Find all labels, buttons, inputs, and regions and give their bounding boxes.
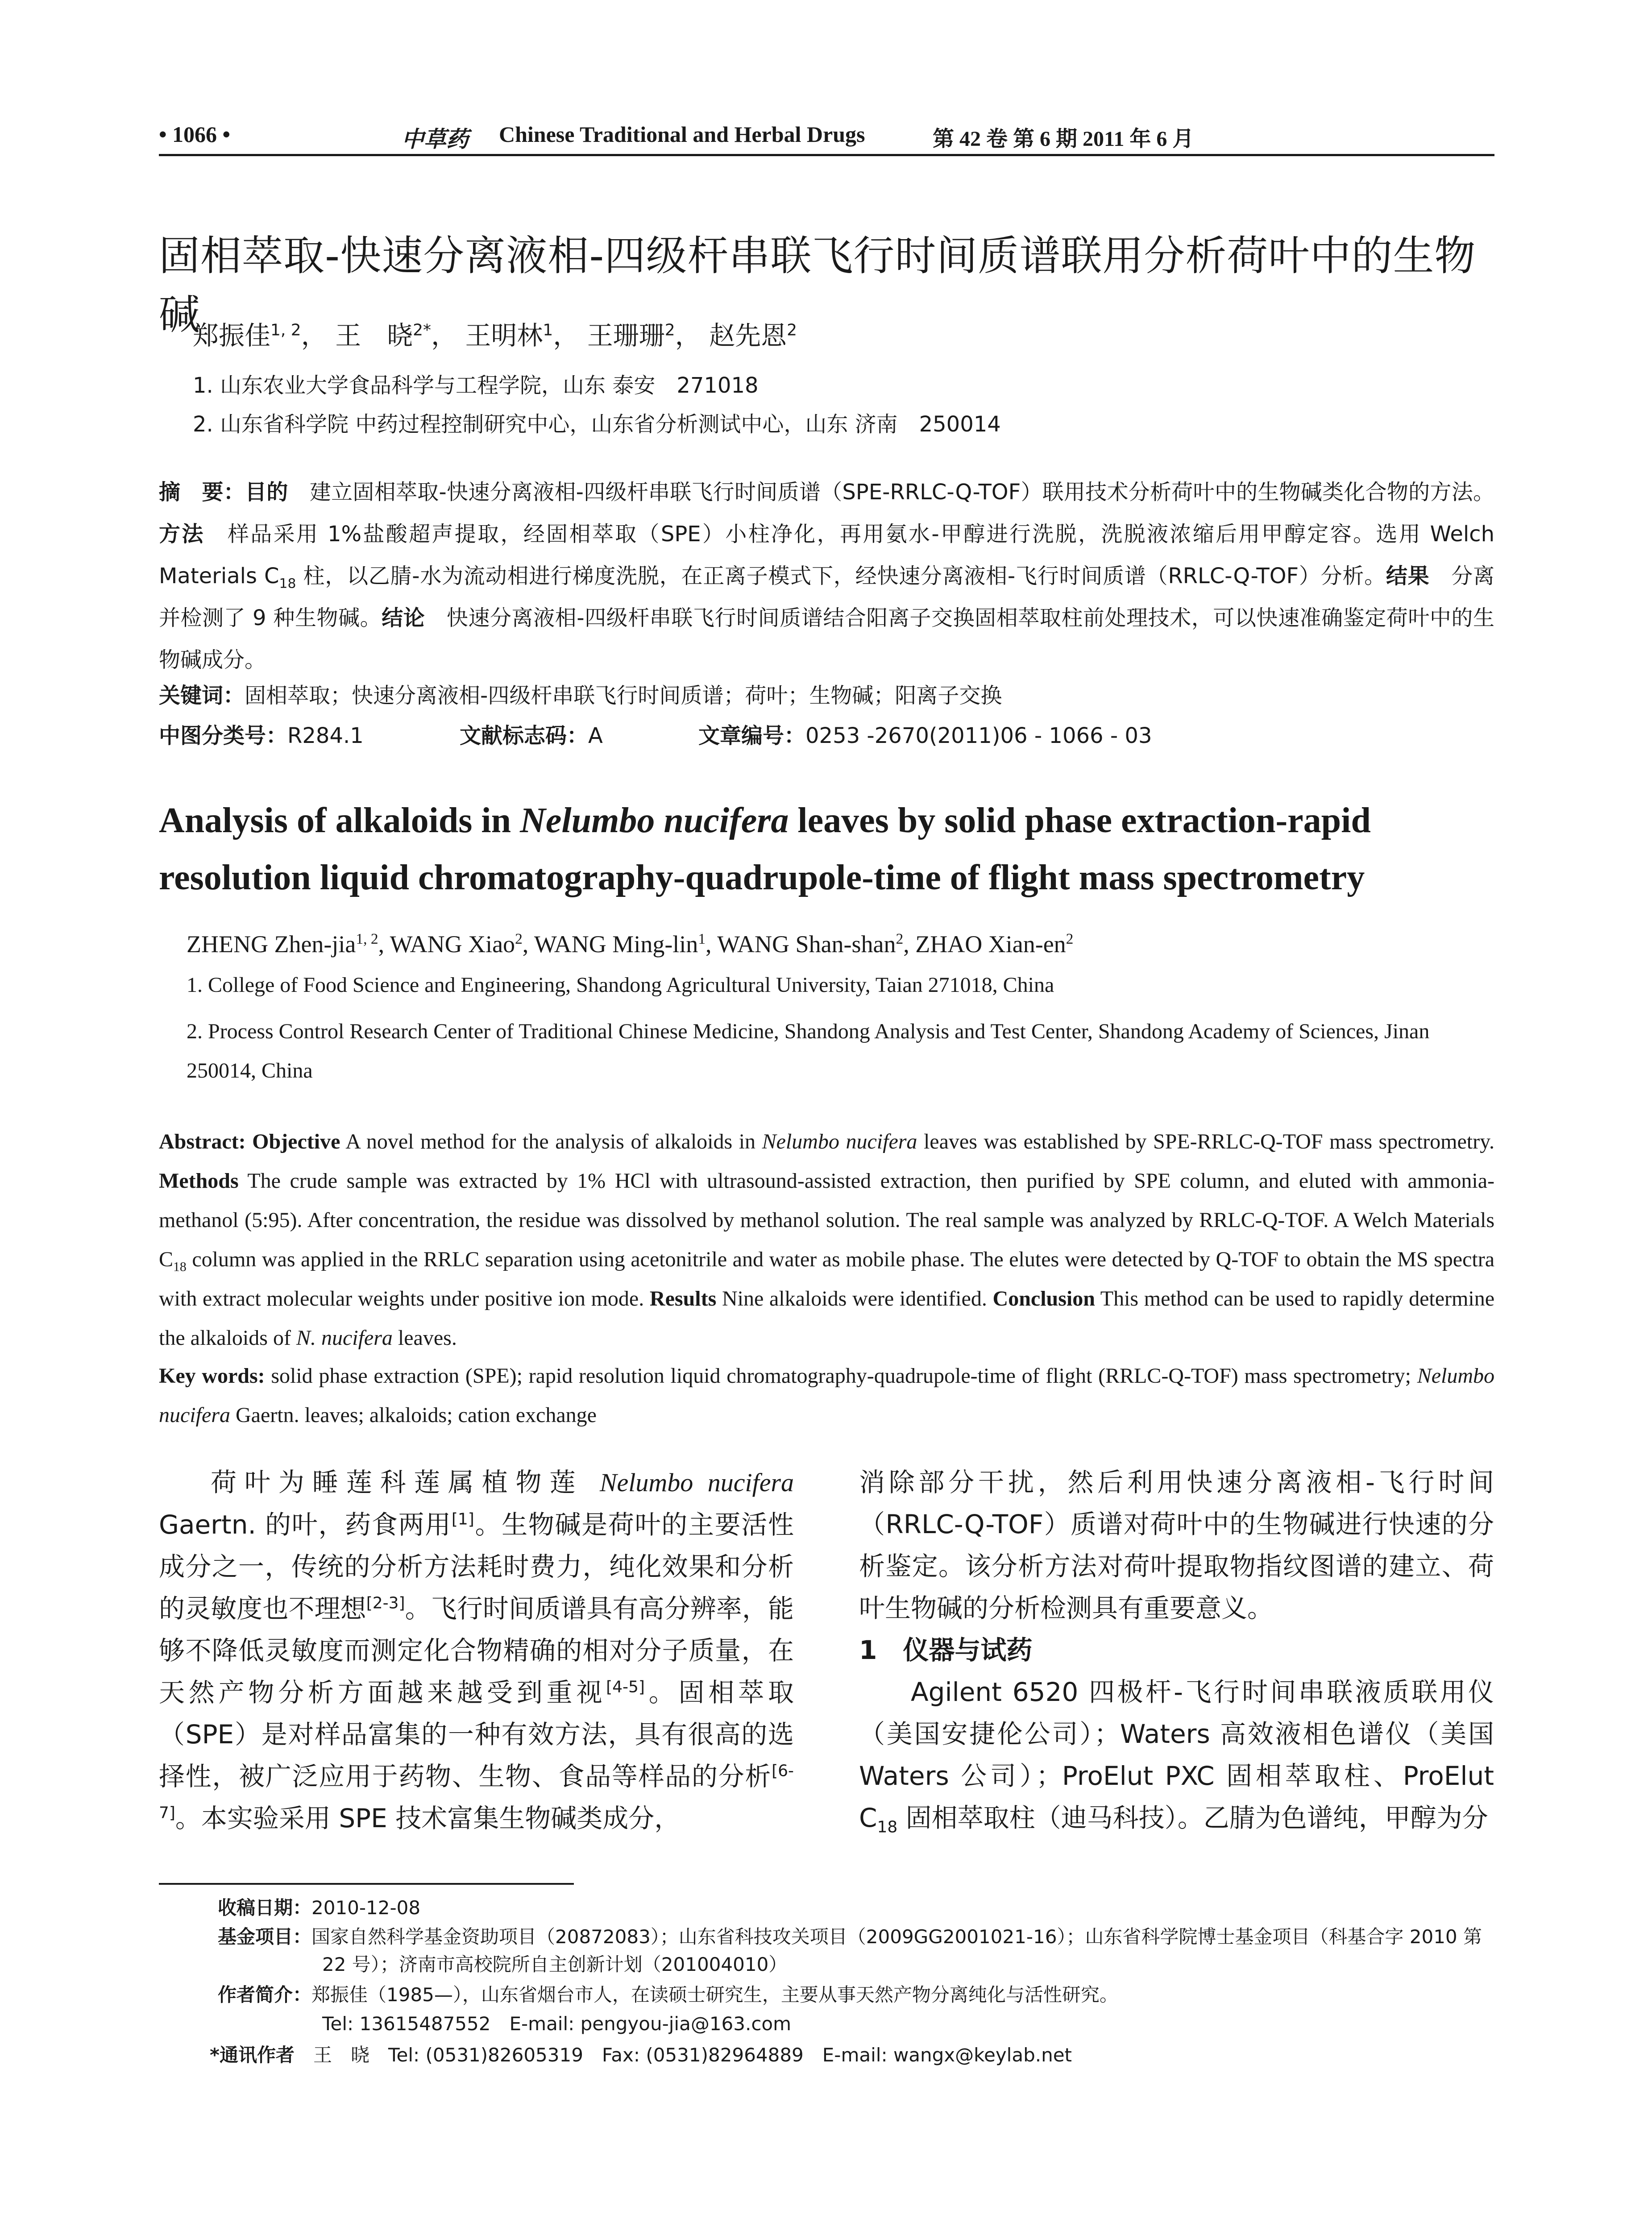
cn-author-name: 王 晓 (335, 320, 413, 351)
en-authors (187, 930, 1073, 958)
doc-code-value: A (588, 723, 603, 748)
en-author-sep: , (903, 931, 916, 958)
cn-author-name: 王珊珊 (587, 320, 665, 351)
en-keywords-text-cont: Gaertn. leaves; alkaloids; cation exchange (230, 1403, 597, 1427)
en-objective-species: Nelumbo nucifera (762, 1130, 917, 1153)
footnote-text: 王 晓 Tel: (0531)82605319 Fax: (0531)82964889 E-mail: wangx@keylab.net (294, 2044, 1072, 2066)
cn-objective-text: 建立固相萃取-快速分离液相-四级杆串联飞行时间质谱（SPE-RRLC-Q-TOF）联用技术分析荷叶中的生物碱类化合物的方法。 (288, 480, 1494, 505)
en-author-name: WANG Ming-lin (534, 931, 698, 958)
cn-keywords-label: 关键词： (159, 683, 245, 708)
en-author-name: WANG Shan-shan (717, 931, 896, 958)
body-column-left (159, 1461, 794, 1839)
footnote-label: *通讯作者 (210, 2044, 295, 2066)
section-heading: 1 仪器与试药 (859, 1635, 1033, 1665)
footnote-label: 基金项目： (218, 1926, 312, 1948)
en-author-sep: , (706, 931, 718, 958)
cn-author-sep: ， (675, 320, 701, 351)
en-abstract-label: Abstract: Objective (159, 1130, 340, 1153)
doc-code-label: 文献标志码： (460, 723, 589, 748)
body-text: 固相萃取柱（迪马科技）。乙腈为色谱纯，甲醇为分 (897, 1803, 1488, 1833)
en-title (159, 792, 1494, 906)
en-conclusion-text-cont: leaves. (392, 1326, 457, 1350)
body-paragraph: 消除部分干扰，然后利用快速分离液相-飞行时间（RRLC-Q-TOF）质谱对荷叶中的生物碱进行快速的分析鉴定。该分析方法对荷叶提取物指纹图谱的建立、荷叶生物碱的分析检测具有重要意义。 (859, 1467, 1494, 1623)
en-title-text-cont: leaves by solid phase extraction-rapid resolution liquid chromatography-quadrupole-time of flight mass spectrometry (159, 801, 1371, 897)
page-number: • 1066 • (159, 122, 231, 147)
en-keywords-species: Nelumbo nucifera (159, 1364, 1495, 1427)
en-results-text: Nine alkaloids were identified. (716, 1287, 993, 1310)
body-text: 。生物碱是荷叶的主要活性成分之一，传统的分析方法耗时费力，纯化效果和分析的灵敏度也不理想 (159, 1509, 794, 1624)
en-author-affil-sup: 1 (698, 931, 706, 947)
footnote-text: 2010-12-08 (311, 1897, 421, 1919)
en-conclusion-species: N. nucifera (296, 1326, 393, 1350)
en-author-sep: , (378, 931, 390, 958)
footnote-label: 收稿日期： (218, 1897, 312, 1919)
cn-methods-label: 方法 (159, 522, 205, 547)
cn-title: 固相萃取-快速分离液相-四级杆串联飞行时间质谱联用分析荷叶中的生物碱 (159, 232, 1476, 339)
cn-author-affil-sup: 1, 2 (270, 321, 301, 340)
cn-author-affil-sup: 2 (664, 321, 675, 340)
cn-authors (193, 315, 797, 352)
footnote-received (218, 1894, 1494, 1922)
footnote-text: 郑振佳（1985—），山东省烟台市人，在读硕士研究生，主要从事天然产物分离纯化与活性研究。 (311, 1984, 1118, 2006)
clc-label: 中图分类号： (159, 723, 288, 748)
cn-results-label: 结果 (1386, 564, 1430, 589)
cn-author-sep: ， (431, 320, 457, 351)
en-results-label: Results (649, 1287, 717, 1310)
en-methods-subscript: 18 (173, 1259, 187, 1274)
cn-affiliation: 2. 山东省科学院 中药过程控制研究中心，山东省分析测试中心，山东 济南 250014 (193, 412, 1001, 437)
body-paragraph (859, 1671, 1494, 1839)
cn-author-name: 郑振佳 (193, 320, 271, 351)
en-keywords-text: solid phase extraction (SPE); rapid resolution liquid chromatography-quadrupole-time of flight (RRLC-Q-TOF) mass spectrometry; (265, 1364, 1417, 1388)
en-author-name: WANG Xiao (390, 931, 515, 958)
journal-name-en: Chinese Traditional and Herbal Drugs (499, 122, 865, 147)
body-text: 。固相萃取（SPE）是对样品富集的一种有效方法，具有很高的选择性，被广泛应用于药物、生物、食品等样品的分析 (159, 1677, 794, 1791)
citation-ref: [2-3] (366, 1594, 405, 1613)
cn-clc-number (159, 715, 364, 757)
article-number-value: 0253 -2670(2011)06 - 1066 - 03 (805, 723, 1152, 748)
cn-keywords (159, 675, 1494, 717)
body-subscript: 18 (877, 1818, 898, 1837)
cn-methods-text: 样品采用 1%盐酸超声提取，经固相萃取（SPE）小柱净化，再用氨水-甲醇进行洗脱，洗脱液浓缩后用甲醇定容。选用 Welch Materials C (159, 522, 1494, 589)
footnote-label: 作者简介： (218, 1984, 312, 2006)
en-abstract (159, 1122, 1494, 1358)
footnote-text: 国家自然科学基金资助项目（20872083）；山东省科技攻关项目（2009GG2001021-16）；山东省科学院博士基金项目（科基合字 2010 第 22 号）；济南市高校院所自主创新计划（201004010） (311, 1926, 1482, 1975)
en-author-name: ZHAO Xian-en (915, 931, 1066, 958)
footnote-corresponding-author (210, 2041, 1486, 2069)
footnote-author-bio (218, 1981, 1494, 2009)
journal-volume-info: 第 42 卷 第 6 期 2011 年 6 月 (933, 127, 1194, 151)
citation-ref: [6-7] (159, 1762, 794, 1822)
cn-author-sep: ， (301, 320, 327, 351)
body-species-name: Nelumbo nucifera (599, 1468, 794, 1497)
en-conclusion-text: This method can be used to rapidly determine the alkaloids of (159, 1287, 1495, 1350)
cn-abstract-label: 摘 要： (159, 480, 245, 505)
body-text: Agilent 6520 四极杆-飞行时间串联液质联用仪（美国安捷伦公司）；Waters 高效液相色谱仪（美国 Waters 公司）；ProElut PXC 固相萃取柱、ProElut C (859, 1677, 1494, 1833)
body-text: Gaertn. 的叶，药食两用 (159, 1509, 452, 1540)
cn-objective-label: 目的 (245, 480, 288, 505)
en-author-affil-sup: 2 (515, 931, 523, 947)
en-methods-text-cont: column was applied in the RRLC separation using acetonitrile and water as mobile phase. The elutes were detected by Q-TOF to obtain the MS spectra with extract molecular weights under positive ion mode. (159, 1248, 1494, 1310)
cn-results-text: 分离并检测了 9 种生物碱。 (159, 564, 1494, 630)
en-methods-label: Methods (159, 1169, 239, 1193)
cn-affiliation: 1. 山东农业大学食品科学与工程学院，山东 泰安 271018 (193, 373, 759, 398)
header-rule (159, 154, 1494, 156)
en-methods-text: The crude sample was extracted by 1% HCl with ultrasound-assisted extraction, then purified by SPE column, and eluted with ammonia-methanol (5:95). After concentration, the residue was dissolved by methanol solution. The real sample was analyzed by RRLC-Q-TOF. A Welch Materials C (159, 1169, 1494, 1271)
en-author-affil-sup: 2 (896, 931, 904, 947)
en-title-species: Nelumbo nucifera (520, 801, 789, 840)
body-text: 。飞行时间质谱具有高分辨率，能够不降低灵敏度而测定化合物精确的相对分子质量，在天然产物分析方面越来越受到重视 (159, 1593, 794, 1708)
en-author-affil-sup: 2 (1066, 931, 1074, 947)
en-objective-text-cont: leaves was established by SPE-RRLC-Q-TOF mass spectrometry. (917, 1130, 1495, 1153)
cn-document-code (460, 715, 603, 757)
cn-author-name: 赵先恩 (709, 320, 787, 351)
en-author-name: ZHENG Zhen-jia (187, 931, 356, 958)
cn-author-affil-sup: 1 (543, 321, 553, 340)
en-conclusion-label: Conclusion (992, 1287, 1095, 1310)
body-paragraph (159, 1461, 794, 1839)
en-objective-text: A novel method for the analysis of alkaloids in (340, 1130, 762, 1153)
citation-ref: [4-5] (606, 1678, 645, 1696)
cn-author-affil-sup: 2* (413, 321, 431, 340)
en-title-text: Analysis of alkaloids in (159, 801, 520, 840)
cn-keywords-text: 固相萃取；快速分离液相-四级杆串联飞行时间质谱；荷叶；生物碱；阳离子交换 (245, 683, 1002, 708)
cn-methods-subscript: 18 (279, 576, 296, 592)
cn-author-affil-sup: 2 (787, 321, 797, 340)
body-text: 。本实验采用 SPE 技术富集生物碱类成分， (175, 1803, 681, 1833)
citation-ref: [1] (451, 1510, 474, 1529)
en-author-affil-sup: 1, 2 (356, 931, 378, 947)
cn-conclusion-label: 结论 (382, 605, 425, 630)
cn-conclusion-text: 快速分离液相-四级杆串联飞行时间质谱结合阳离子交换固相萃取柱前处理技术，可以快速准确鉴定荷叶中的生物碱成分。 (159, 605, 1494, 672)
clc-value: R284.1 (287, 723, 364, 748)
en-keywords-label: Key words: (159, 1364, 265, 1388)
cn-methods-text-cont: 柱，以乙腈-水为流动相进行梯度洗脱，在正离子模式下，经快速分离液相-飞行时间质谱（RRLC-Q-TOF）分析。 (296, 564, 1386, 589)
footnote-funding (218, 1923, 1494, 1978)
body-text: 荷叶为睡莲科莲属植物莲 (211, 1467, 600, 1497)
footnote-rule (159, 1883, 574, 1885)
en-affiliation: 2. Process Control Research Center of Traditional Chinese Medicine, Shandong Analysis and Test Center, Shandong Academy of Sciences, Jinan 250014, China (187, 1020, 1430, 1082)
article-number-label: 文章编号： (698, 723, 806, 748)
body-column-right (859, 1461, 1494, 1839)
en-author-sep: , (522, 931, 534, 958)
cn-abstract (159, 471, 1494, 681)
cn-author-sep: ， (553, 320, 579, 351)
journal-name-cn: 中草药 (402, 127, 469, 152)
footnote-author-contact: Tel: 13615487552 E-mail: pengyou-jia@163.com (322, 2013, 792, 2035)
en-affiliation: 1. College of Food Science and Engineering, Shandong Agricultural University, Taian 271018, China (187, 973, 1054, 997)
en-keywords (159, 1356, 1494, 1435)
cn-article-number (698, 715, 1152, 757)
cn-author-name: 王明林 (465, 320, 543, 351)
